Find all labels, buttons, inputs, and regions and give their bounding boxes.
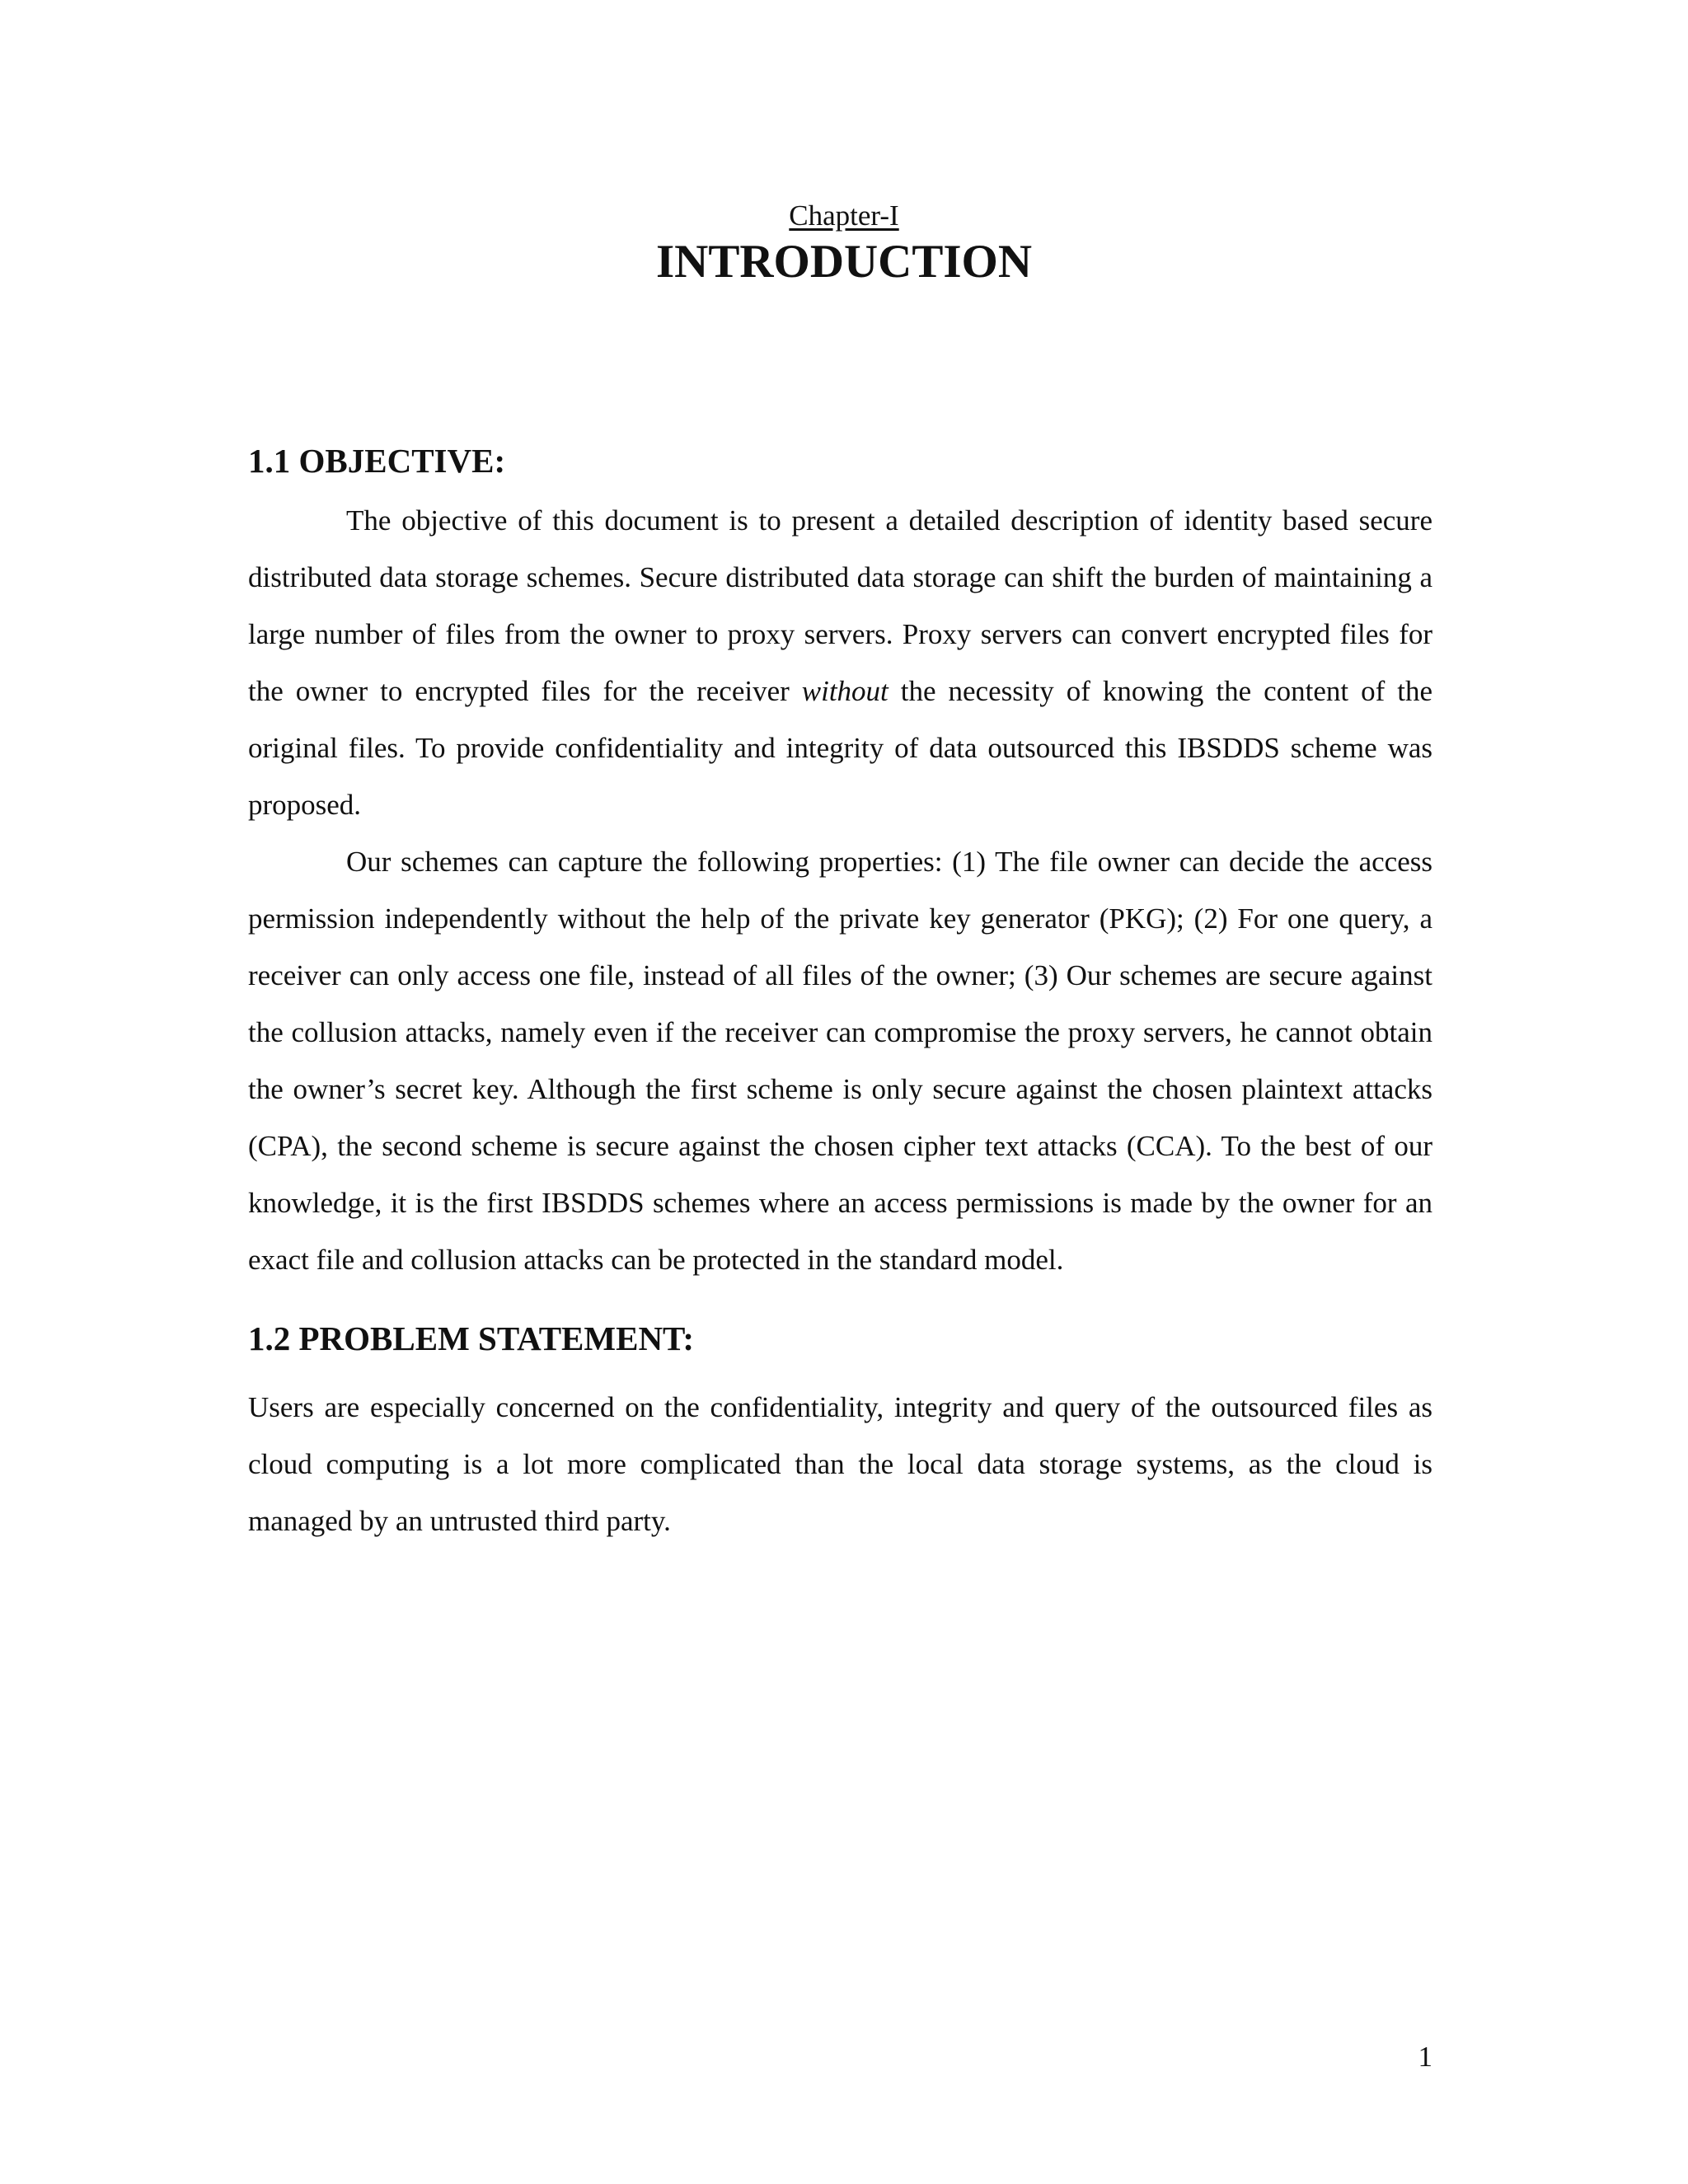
page-number: 1 [1418, 2041, 1432, 2073]
chapter-label: Chapter-I [789, 199, 899, 232]
objective-paragraph-1-text-b: the necessity of knowing the content of the original files. To provide confidentiality and integrity of data outsourced this IBSDDS scheme was proposed. [248, 675, 1432, 821]
heading-spacer [248, 1370, 1432, 1379]
objective-paragraph-1 [248, 492, 1432, 833]
chapter-title: INTRODUCTION [655, 236, 1033, 288]
section-problem-statement [248, 1307, 1432, 1549]
objective-paragraph-2: Our schemes can capture the following properties: (1) The file owner can decide the access permission independently without the help of the private key generator (PKG); (2) For one query, a receiver can only access one file, instead of all files of the owner; (3) Our schemes are secure against the collusion attacks, namely even if the receiver can compromise the proxy servers, he cannot obtain the owner’s secret key. Although the first scheme is only secure against the chosen plaintext attacks (CPA), the second scheme is secure against the chosen cipher text attacks (CCA). To the best of our knowledge, it is the first IBSDDS schemes where an access permissions is made by the owner for an exact file and collusion attacks can be protected in the standard model. [248, 846, 1432, 1276]
page-content [248, 429, 1432, 1549]
section-objective [248, 429, 1432, 1288]
objective-paragraph-1-italic: without [801, 675, 889, 707]
section-spacer [248, 1288, 1432, 1307]
section-heading-objective: 1.1 OBJECTIVE: [248, 442, 506, 480]
problem-paragraph-1: Users are especially concerned on the confidentiality, integrity and query of the outsourced files as cloud computing is a lot more complicated than the local data storage systems, as the cloud is managed by an untrusted third party. [248, 1391, 1432, 1537]
objective-paragraph-1-text-a: The objective of this document is to present a detailed description of identity based secure distributed data storage schemes. Secure distributed data storage can shift the burden of maintaining a large number of files from the owner to proxy servers. Proxy servers can convert encrypted files for the owner to encrypted files for the receiver [248, 504, 1432, 707]
section-heading-problem-statement: 1.2 PROBLEM STATEMENT: [248, 1319, 695, 1357]
